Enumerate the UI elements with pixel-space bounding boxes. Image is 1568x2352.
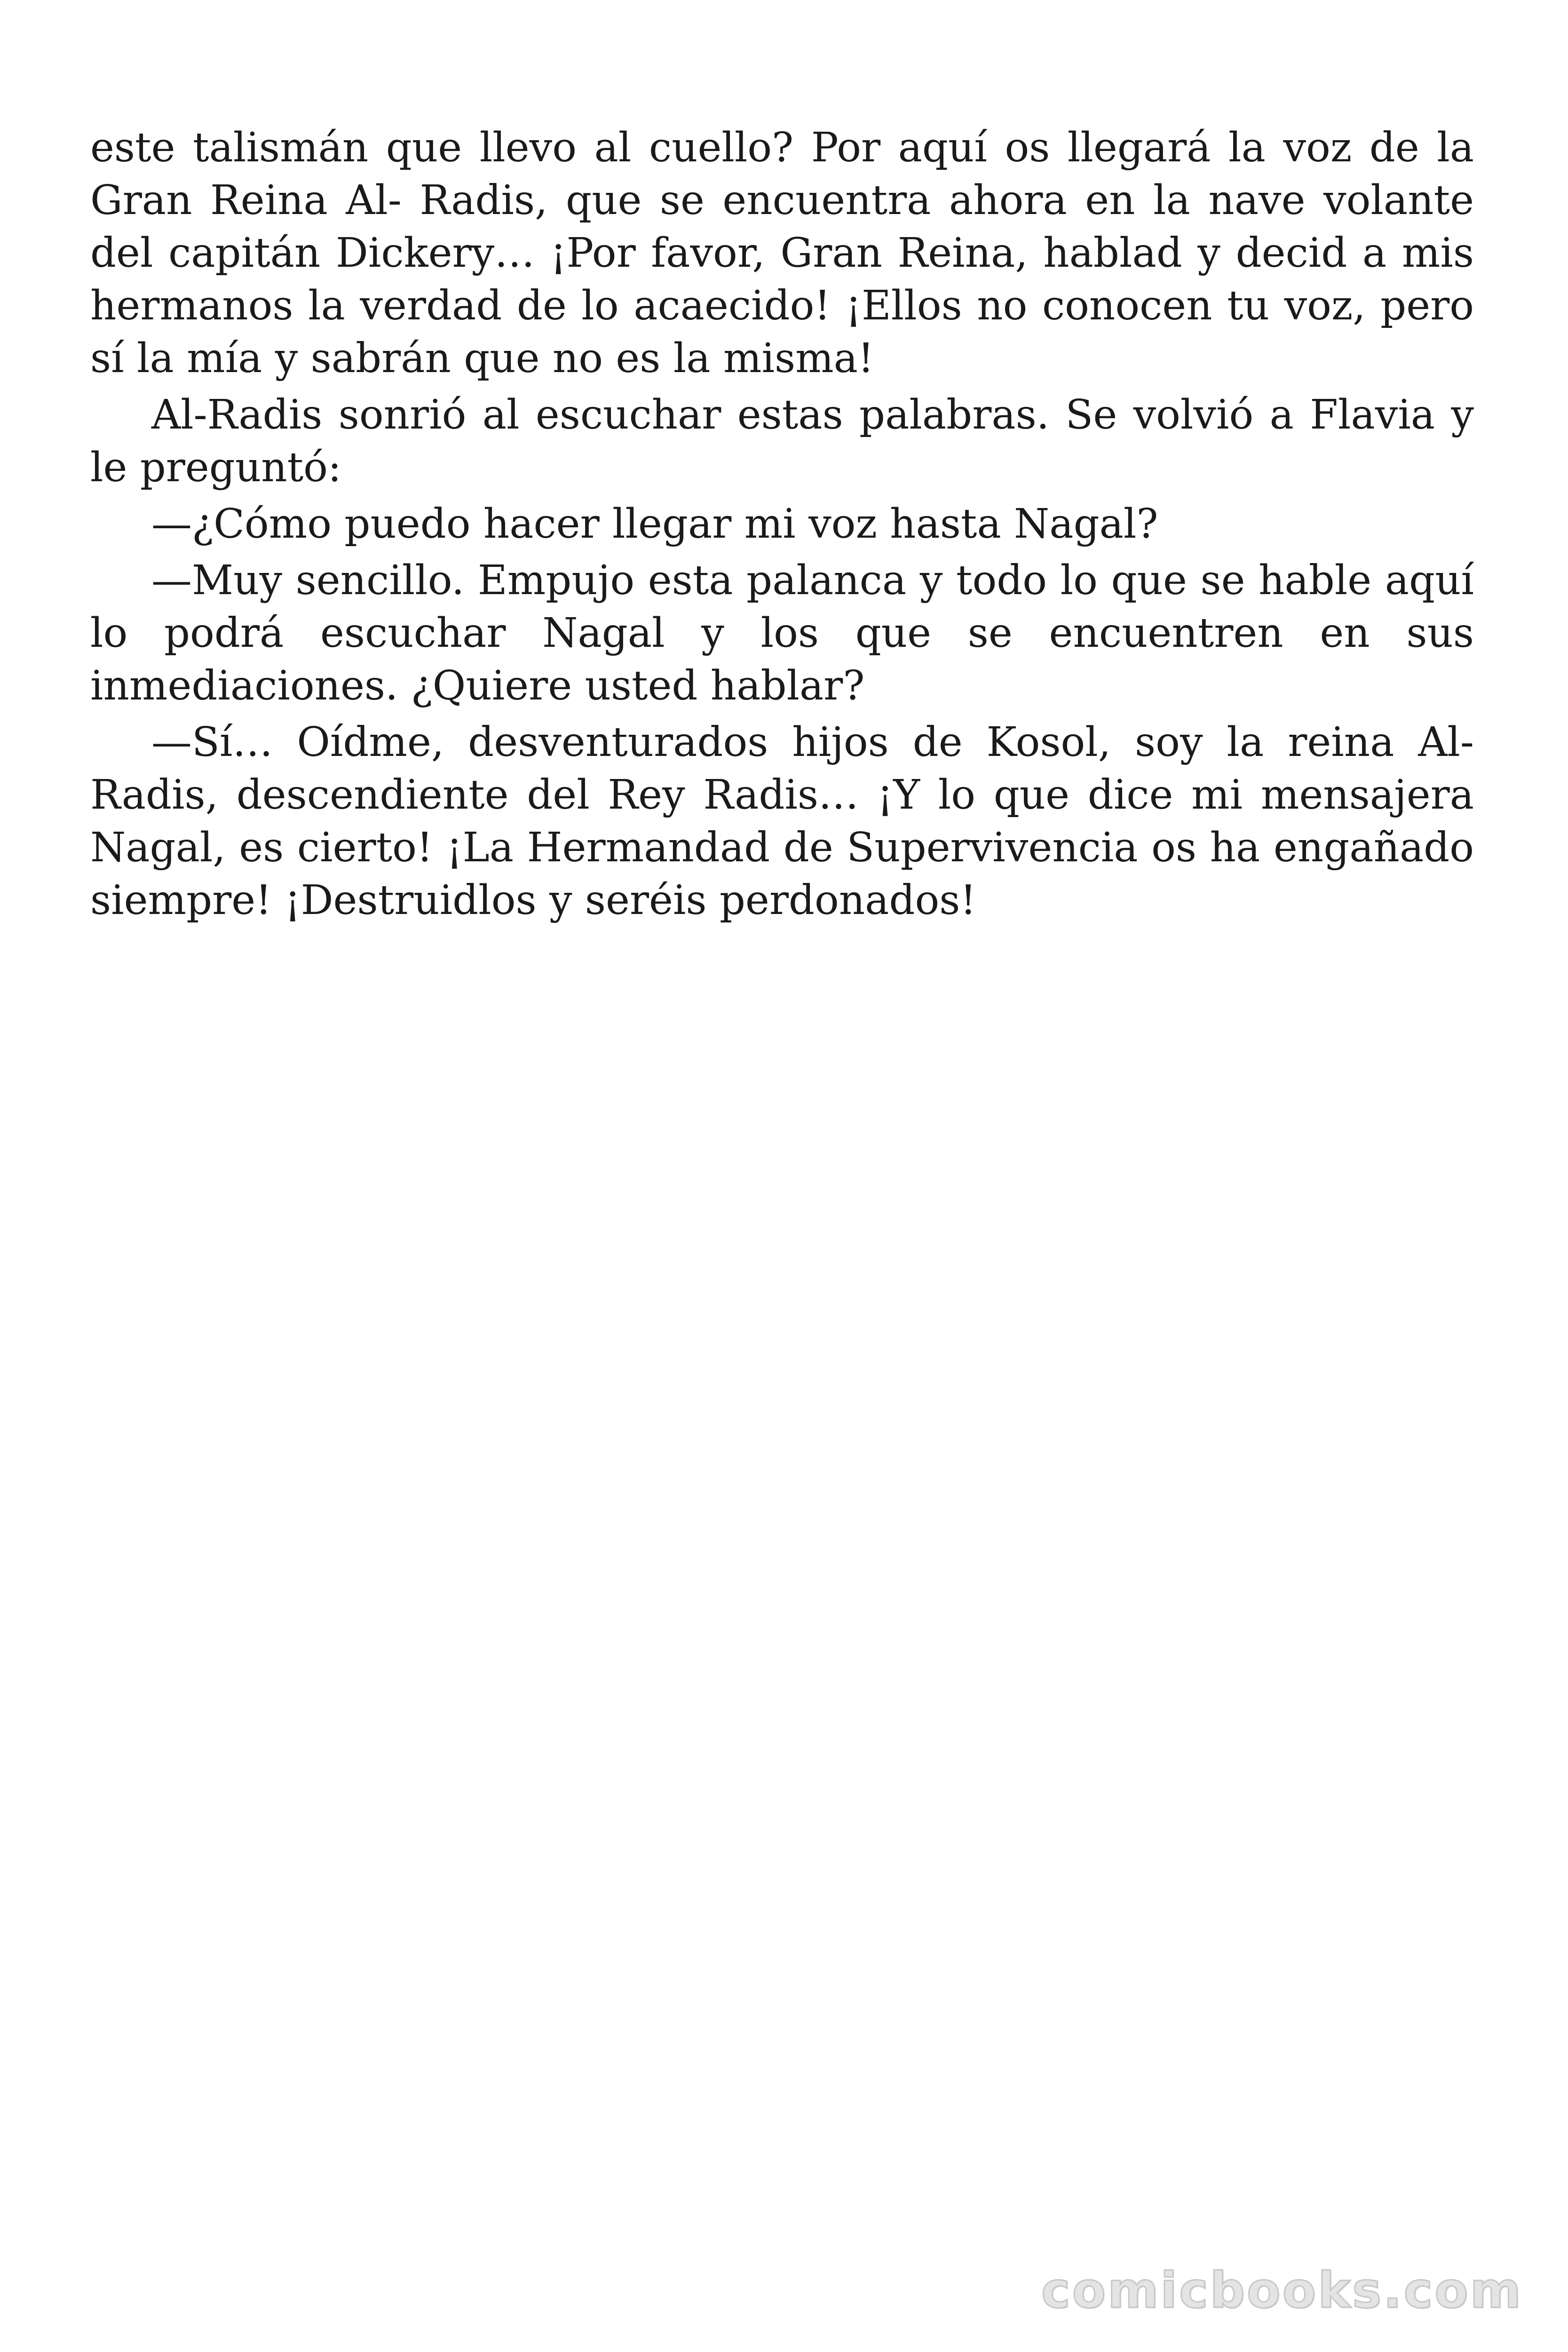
paragraph-continuation: este talismán que llevo al cuello? Por aquí os llegará la voz de la Gran Reina Al- Radis, que se encuentra ahora en la nave volante del capitán Dickery… ¡Por favor, Gran Reina, hablad y decid a mis hermanos la verdad de lo acaecido! ¡Ellos no conocen tu voz, pero sí la mía y sabrán que no es la misma! [90,124,1474,382]
paragraph-dialogue-question: —¿Cómo puedo hacer llegar mi voz hasta Nagal? [151,501,1158,548]
body-text [90,121,1474,930]
paragraph-dialogue-answer: —Muy sencillo. Empujo esta palanca y todo lo que se hable aquí lo podrá escuchar Nagal y los que se encuentren en sus inmediaciones. ¿Quiere usted hablar? [90,557,1474,709]
paragraph-narration: Al-Radis sonrió al escuchar estas palabras. Se volvió a Flavia y le preguntó: [90,391,1474,491]
watermark-logo: comicbooks.com [1041,2262,1523,2319]
paragraph-dialogue-speech: —Sí… Oídme, desventurados hijos de Kosol, soy la reina Al-Radis, descendiente del Rey Radis… ¡Y lo que dice mi mensajera Nagal, es cierto! ¡La Hermandad de Supervivencia os ha engañado siempre! ¡Destruidlos y seréis perdonados! [90,719,1474,924]
